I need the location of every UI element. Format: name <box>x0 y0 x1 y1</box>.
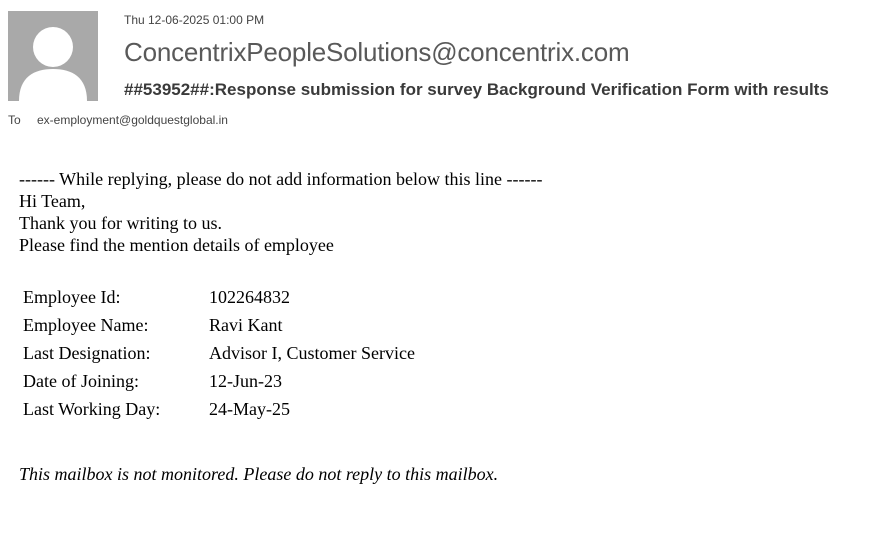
sender-avatar <box>8 11 98 101</box>
detail-value: Advisor I, Customer Service <box>209 343 415 363</box>
email-date: Thu 12-06-2025 01:00 PM <box>124 13 265 27</box>
table-row <box>20 367 418 395</box>
recipient-address[interactable]: ex-employment@goldquestglobal.in <box>37 113 228 127</box>
detail-label: Employee Id: <box>23 287 121 307</box>
unmonitored-mailbox-notice: This mailbox is not monitored. Please do not reply to this mailbox. <box>19 464 499 484</box>
detail-label: Last Working Day: <box>23 399 161 419</box>
detail-label: Last Designation: <box>23 343 151 363</box>
email-subject: ##53952##:Response submission for survey Background Verification Form with results <box>124 80 829 99</box>
body-line-details-intro: Please find the mention details of employee <box>19 235 334 255</box>
reply-separator: ------ While replying, please do not add information below this line ------ <box>19 169 543 189</box>
person-silhouette-icon <box>8 11 98 101</box>
employee-details-table <box>20 283 418 423</box>
detail-value: 24-May-25 <box>209 399 290 419</box>
detail-value: 12-Jun-23 <box>209 371 282 391</box>
sender-address[interactable]: ConcentrixPeopleSolutions@concentrix.com <box>124 37 630 67</box>
greeting: Hi Team, <box>19 191 86 211</box>
table-row <box>20 339 418 367</box>
detail-value: 102264832 <box>209 287 290 307</box>
recipient-row <box>8 113 228 127</box>
detail-label: Employee Name: <box>23 315 149 335</box>
table-row <box>20 311 418 339</box>
email-body <box>19 168 869 423</box>
table-row <box>20 283 418 311</box>
body-line-thanks: Thank you for writing to us. <box>19 213 222 233</box>
to-label: To <box>8 113 21 127</box>
detail-value: Ravi Kant <box>209 315 283 335</box>
detail-label: Date of Joining: <box>23 371 139 391</box>
table-row <box>20 395 418 423</box>
